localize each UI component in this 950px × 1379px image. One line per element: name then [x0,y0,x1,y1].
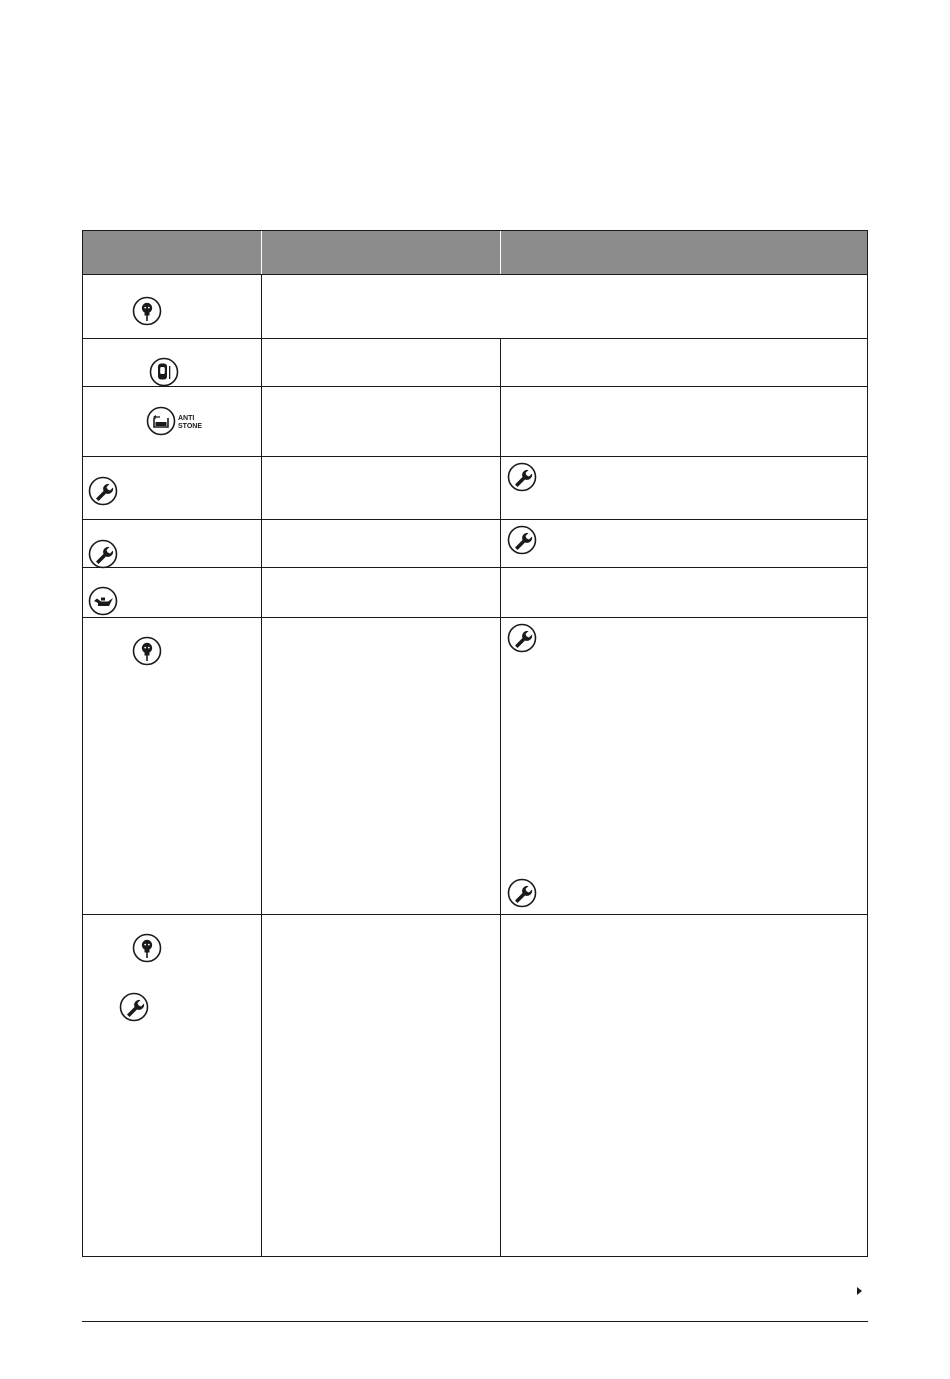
anti-stone-icon [146,406,176,436]
plug-icon [132,933,162,963]
footer-rule [82,1321,868,1322]
wrench-icon [88,476,118,506]
next-page-arrow-icon[interactable] [857,1287,862,1295]
table-header [83,231,867,275]
wrench-icon [507,878,537,908]
water-tank-icon [149,357,179,387]
wrench-icon [119,992,149,1022]
plug-icon [132,296,162,326]
header-divider [500,231,501,274]
row-divider [83,914,867,915]
row-divider [83,519,867,520]
header-cell-3 [501,231,867,274]
wrench-icon [88,539,118,569]
oil-can-icon [88,586,118,616]
column-divider [261,274,262,1256]
wrench-icon [507,623,537,653]
data-table [82,230,868,1257]
plug-icon [132,636,162,666]
anti-stone-label: ANTI STONE [178,415,202,430]
row-divider [83,338,867,339]
header-divider [261,231,262,274]
header-cell-2 [262,231,500,274]
row-divider [83,617,867,618]
wrench-icon [507,525,537,555]
row-divider [83,386,867,387]
wrench-icon [507,462,537,492]
row-divider [83,567,867,568]
column-divider [500,339,501,1256]
row-divider [83,456,867,457]
header-cell-1 [83,231,261,274]
